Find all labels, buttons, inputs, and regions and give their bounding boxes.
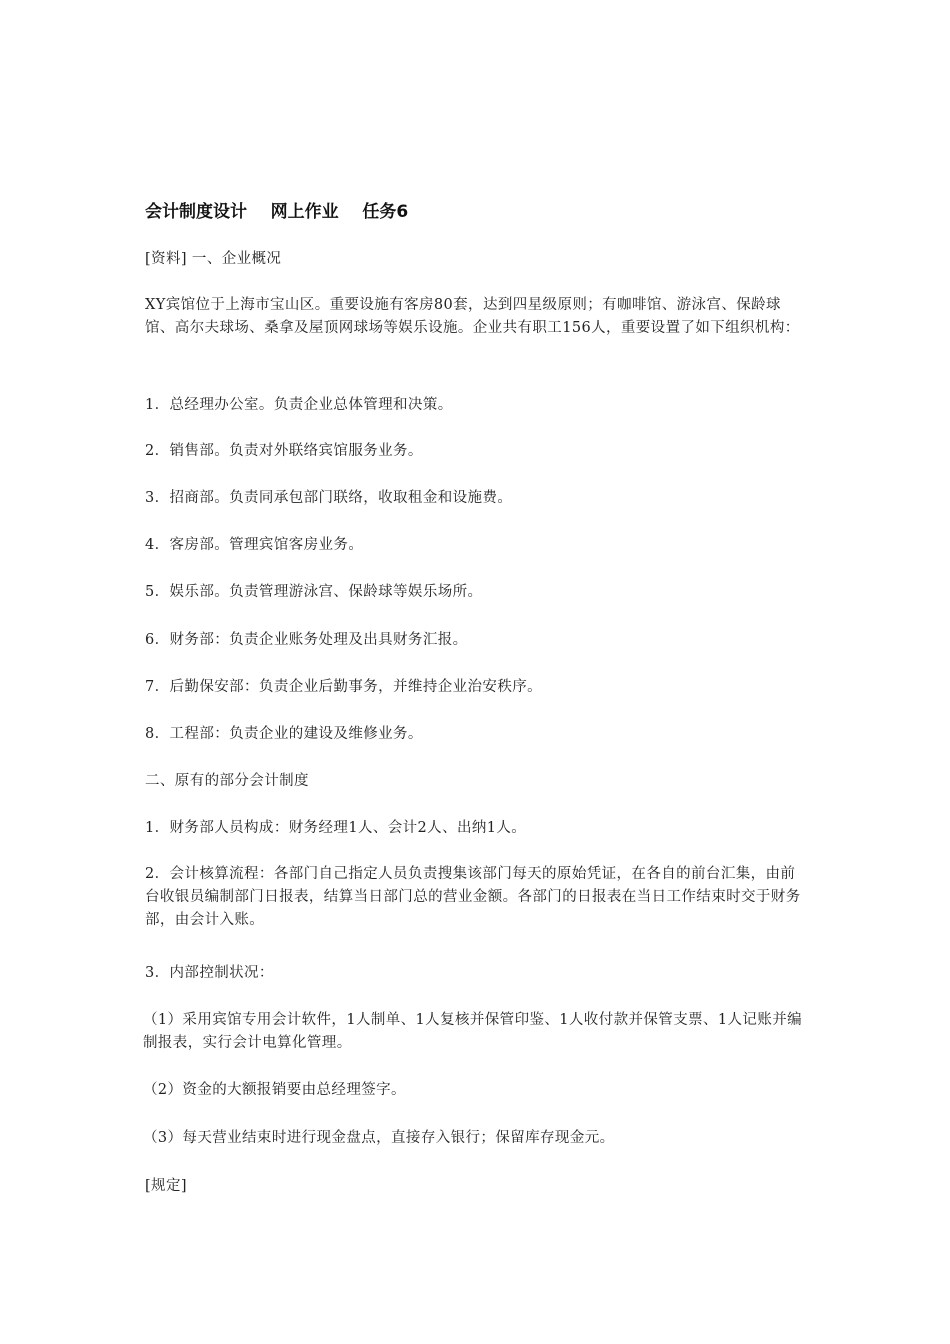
section-materials-heading: [资料] 一、企业概况	[145, 251, 282, 267]
org-item-4: 4．客房部。管理宾馆客房业务。	[145, 537, 364, 553]
org-item-5: 5．娱乐部。负责管理游泳宫、保龄球等娱乐场所。	[145, 584, 483, 600]
control-item-3: （3）每天营业结束时进行现金盘点，直接存入银行；保留库存现金元。	[143, 1130, 615, 1146]
control-item-1: （1）采用宾馆专用会计软件，1人制单、1人复核并保管印鉴、1人收付款并保管支票、1人记账并编制报表，实行会计电算化管理。	[143, 1012, 803, 1051]
accounting-item-2: 2．会计核算流程：各部门自己指定人员负责搜集该部门每天的原始凭证，在各自的前台汇集，由前台收银员编制部门日报表，结算当日部门总的营业金额。各部门的日报表在当日工作结束时交于财务部，由会计入账。	[145, 866, 801, 928]
section-requirements-heading: [规定]	[145, 1178, 187, 1194]
accounting-item-1: 1．财务部人员构成：财务经理1人、会计2人、出纳1人。	[145, 820, 527, 836]
company-overview-paragraph: XY宾馆位于上海市宝山区。重要设施有客房80套，达到四星级原则；有咖啡馆、游泳宫、保龄球馆、高尔夫球场、桑拿及屋顶网球场等娱乐设施。企业共有职工156人，重要设置了如下组织机构：	[145, 297, 800, 336]
control-item-2: （2）资金的大额报销要由总经理签字。	[143, 1082, 406, 1098]
org-item-1: 1．总经理办公室。负责企业总体管理和决策。	[145, 397, 453, 413]
org-item-7: 7．后勤保安部：负责企业后勤事务，并维持企业治安秩序。	[145, 679, 543, 695]
org-item-2: 2．销售部。负责对外联络宾馆服务业务。	[145, 443, 423, 459]
accounting-item-3: 3．内部控制状况：	[145, 965, 274, 981]
org-item-8: 8．工程部：负责企业的建设及维修业务。	[145, 726, 423, 742]
org-item-3: 3．招商部。负责同承包部门联络，收取租金和设施费。	[145, 490, 513, 506]
org-item-6: 6．财务部：负责企业账务处理及出具财务汇报。	[145, 632, 468, 648]
section-accounting-heading: 二、原有的部分会计制度	[145, 773, 309, 789]
document-title: 会计制度设计 网上作业 任务6	[145, 202, 409, 222]
